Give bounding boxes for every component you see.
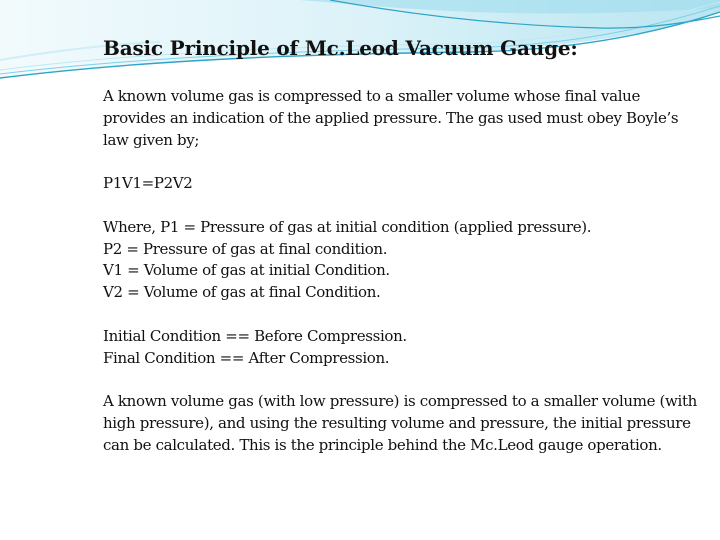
final-condition: Final Condition == After Compression. — [103, 348, 390, 367]
definition-p2: P2 = Pressure of gas at final condition. — [103, 239, 388, 258]
slide-title: Basic Principle of Mc.Leod Vacuum Gauge: — [103, 36, 578, 60]
boyles-law-equation: P1V1=P2V2 — [103, 174, 193, 193]
intro-paragraph: A known volume gas is compressed to a smaller volume whose final value provides an indication of the applied pressure. The gas used must obey Boyle’s law given by; — [103, 87, 679, 149]
definition-v2: V2 = Volume of gas at final Condition. — [103, 283, 381, 302]
definition-v1: V1 = Volume of gas at initial Condition. — [103, 261, 390, 280]
slide-content — [103, 86, 703, 457]
condition-definitions — [103, 326, 703, 370]
summary-paragraph: A known volume gas (with low pressure) is compressed to a smaller volume (with high pressure), and using the resulting volume and pressure, the initial pressure can be calculated. This is the principle behind the Mc.Leod gauge operation. — [103, 392, 697, 454]
variable-definitions — [103, 217, 703, 304]
definition-p1: Where, P1 = Pressure of gas at initial condition (applied pressure). — [103, 217, 592, 236]
initial-condition: Initial Condition == Before Compression. — [103, 326, 407, 345]
